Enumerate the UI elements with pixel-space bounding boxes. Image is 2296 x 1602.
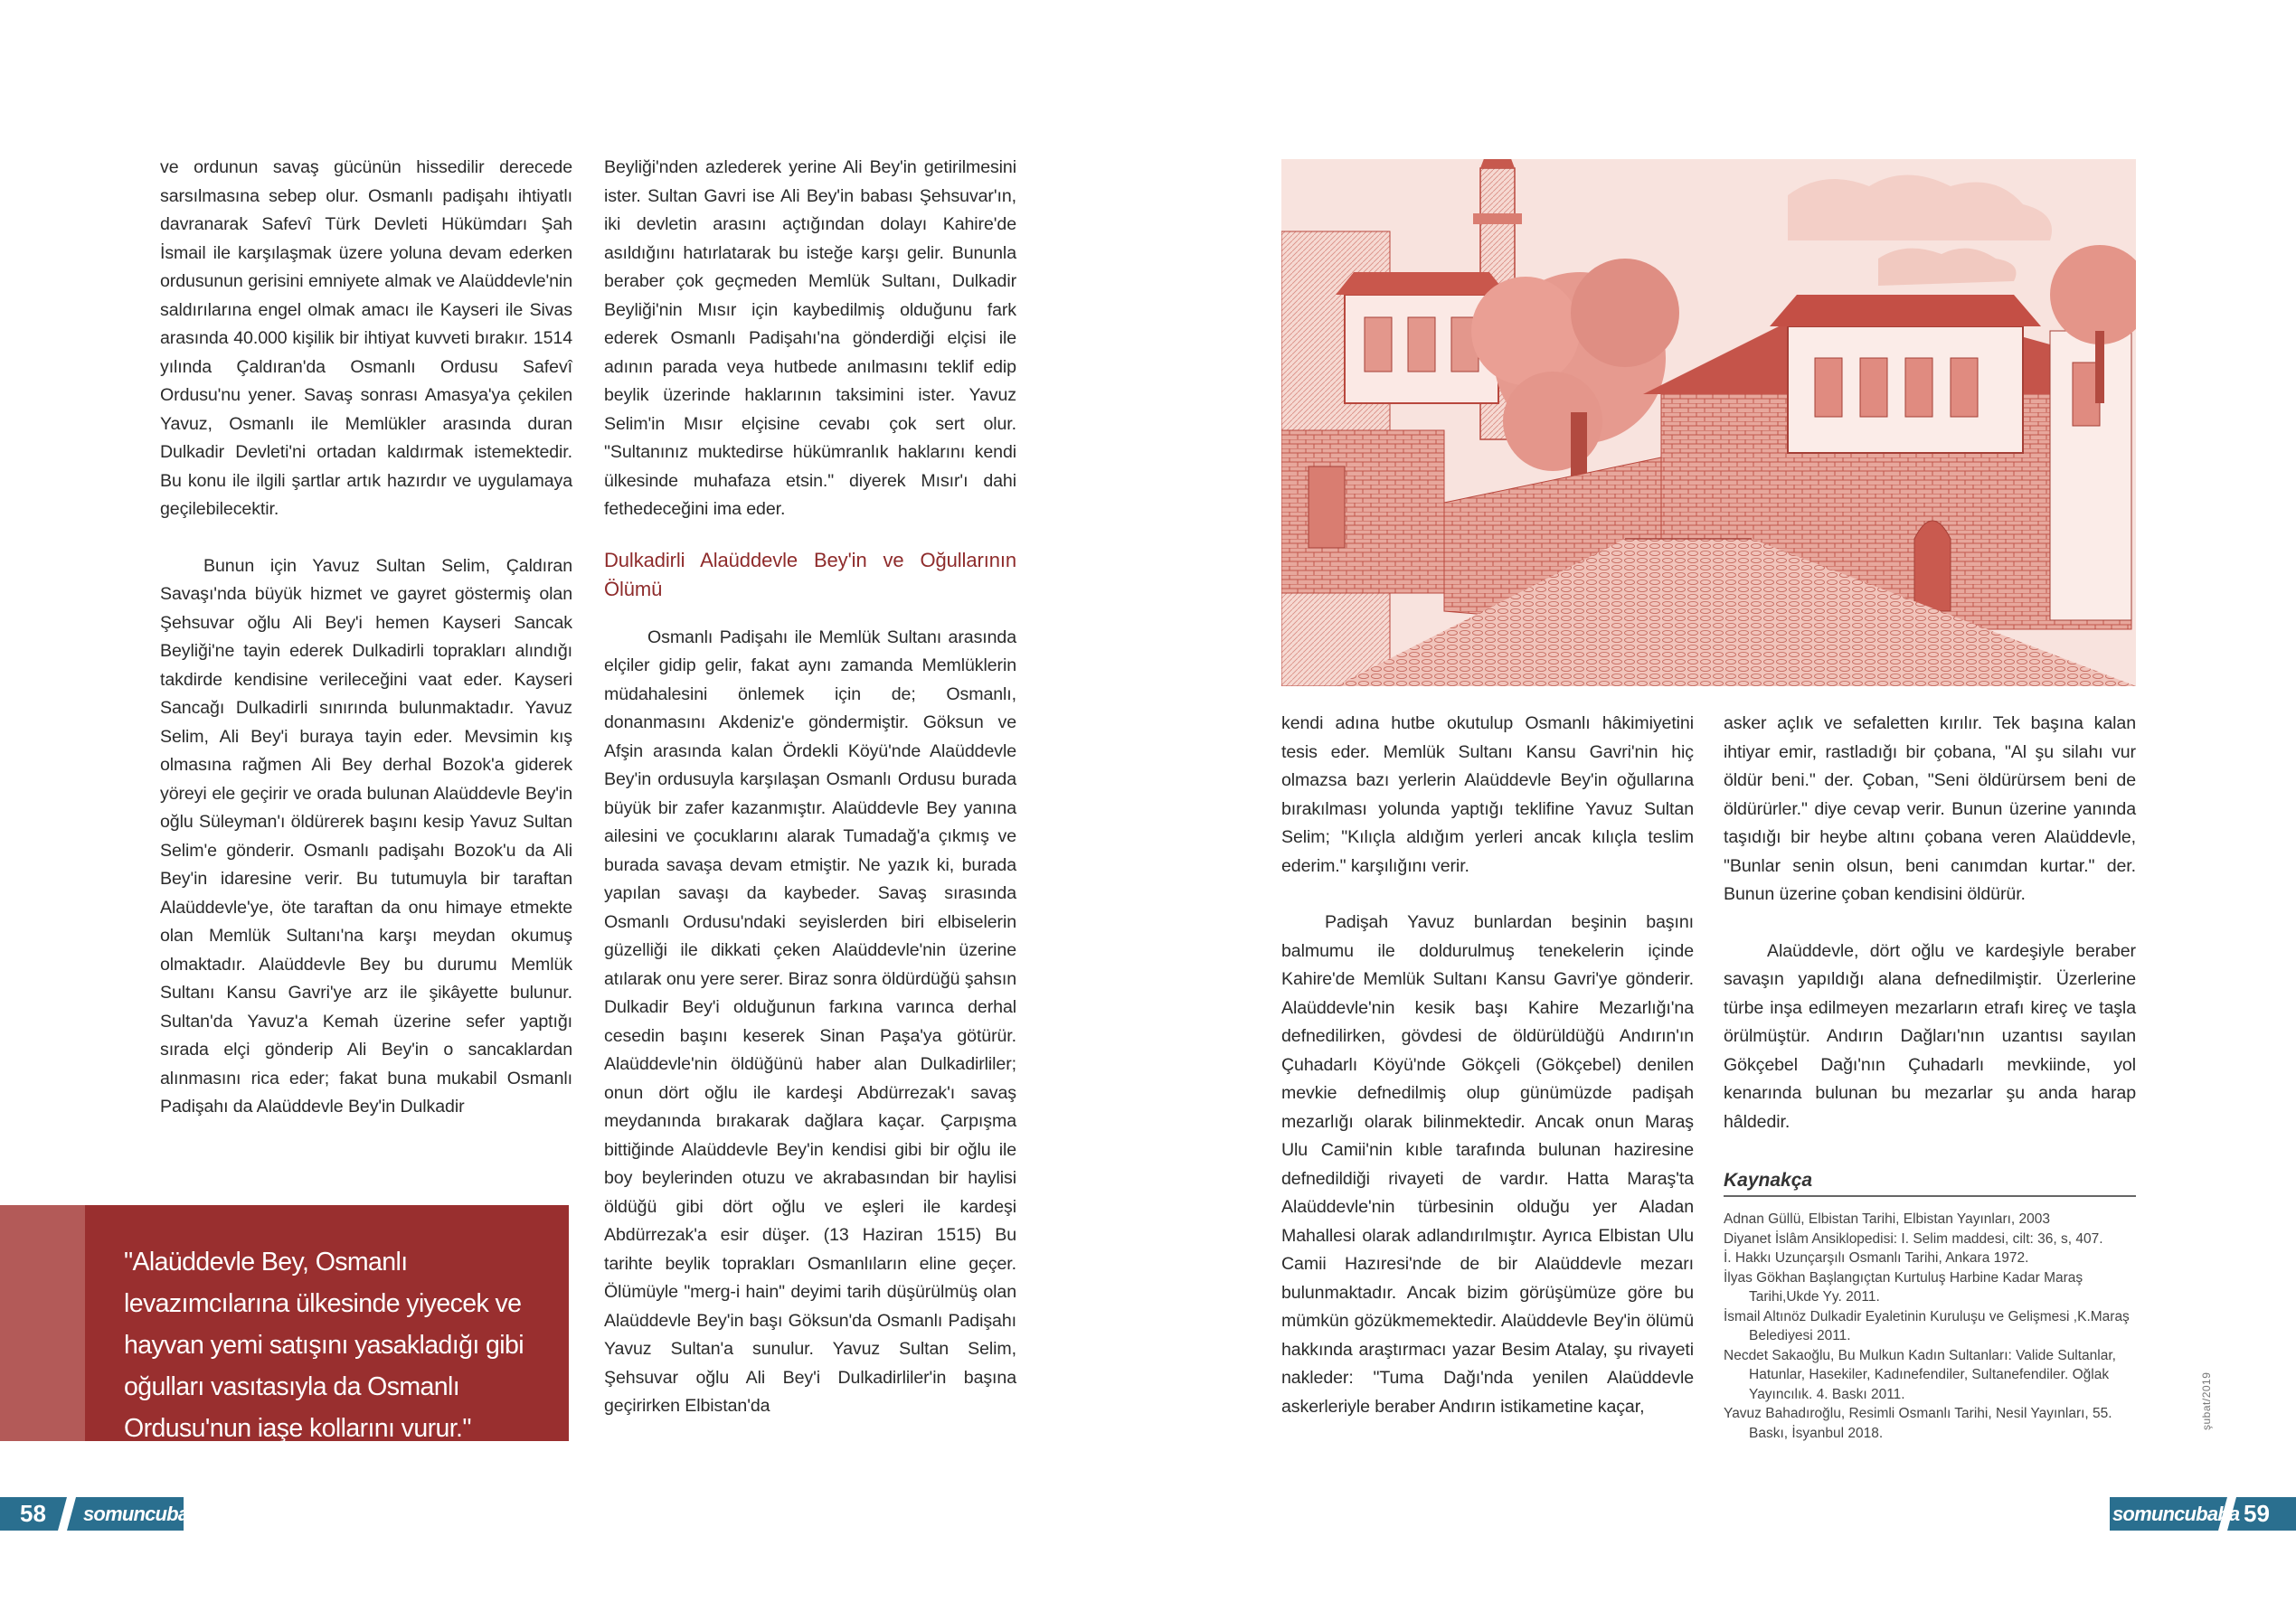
reference-item: İlyas Gökhan Başlangıçtan Kurtuluş Harbine Kadar Maraş Tarihi,Ukde Yy. 2011.: [1724, 1269, 2083, 1305]
street-illustration-icon: [1281, 159, 2136, 686]
left-column-2: [604, 154, 1016, 1421]
quote-strip: [0, 1205, 85, 1441]
quote-text: "Alaüddevle Bey, Osmanlı levazımcılarına ülkesinde yiyecek ve hayvan yemi satışını yasakladığı gibi oğulları vasıtasıyla da Osmanlı Ordusu'nun iaşe kollarını vurur.": [124, 1248, 524, 1443]
paragraph: Bunun için Yavuz Sultan Selim, Çaldıran Savaşı'nda büyük hizmet ve gayret göstermiş olan Şehsuvar oğlu Ali Bey'i hemen Kayseri Sancak Beyliği'ne tayin ederek Dulkadirli toprakları alındığı takdirde kendisine verileceğini vaat eder. Kayseri Sancağı Dulkadirli sınırında bulunmaktadır. Yavuz Selim, Ali Bey'i buraya tayin eder. Mevsimin kış olmasına rağmen Ali Bey derhal Bozok'a giderek yöreyi ele geçirir ve orada bulunan Alaüddevle Bey'in oğlu Süleyman'ı öldürerek başını kesip Yavuz Sultan Selim'e gönderir. Osmanlı padişahı Bozok'u da Ali Bey'in idaresine verir. Bu tutumuyla bir taraftan Alaüddevle'ye, öte taraftan da onu himaye etmekte olan Memlük Sultanı'na karşı meydan okumuş olmaktadır. Alaüddevle Bey bu durumu Memlük Sultanı Kansu Gavri'ye arz ile şikâyette bulunur. Sultan'da Yavuz'a Kemah üzerine sefer yaptığı sırada elçi gönderip Ali Bey'in o sancaklardan alınmasını rica eder; fakat buna mukabil Osmanlı Padişahı da Alaüddevle Bey'in Dulkadir: [160, 555, 572, 1117]
brand-logo: somuncubaba: [2112, 1503, 2240, 1525]
reference-item: Necdet Sakaoğlu, Bu Mulkun Kadın Sultanları: Valide Sultanlar, Hatunlar, Hasekiler, Kadınefendiler, Sultanefendiler. Oğlak Yayıncılık. 4. Baskı 2011.: [1724, 1347, 2116, 1402]
right-column-1: [1281, 710, 1694, 1421]
references-list: [1724, 1210, 2136, 1443]
reference-item: Adnan Güllü, Elbistan Tarihi, Elbistan Yayınları, 2003: [1724, 1211, 2051, 1227]
issue-date: şubat/2019: [2200, 1371, 2213, 1430]
reference-item: Yavuz Bahadıroğlu, Resimli Osmanlı Tarihi, Nesil Yayınları, 55. Baskı, İsyanbul 2018.: [1724, 1406, 2112, 1441]
section-heading: Dulkadirli Alaüddevle Bey'in ve Oğullarının Ölümü: [604, 548, 1016, 600]
paragraph: Padişah Yavuz bunlardan beşinin başını balmumu ile doldurulmuş tenekelerin içinde Kahire'de Memlük Sultanı Kansu Gavri'ye gönderir. Alaüddevle'nin kesik başı Kahire Mezarlığı'na defnedilirken, gövdesi de öldürüldüğü Andırın'ın Çuhadarlı Köyü'nde Gökçeli (Gökçebel) denilen mevkie defnedilmiş olup günümüzde padişah mezarlığı olarak bilinmektedir. Ancak onun Maraş Ulu Camii'nin kıble tarafında bulunan haziresine defnedildiği rivayeti de vardır. Hatta Maraş'ta Alaüddevle'nin türbesinin olduğu yer Aladan Mahallesi olarak adlandırılmıştır. Ayrıca Elbistan Ulu Camii Hazıresi'nde de bir Alaüddevle mezarı bulunmaktadır. Ancak bizim görüşümüze göre bu mümkün gözükmemektedir. Alaüddevle Bey'in ölümü hakkında araştırmacı yazar Besim Atalay, şu rivayeti nakleder: "Tuma Dağı'nda yenilen Alaüddevle askerleriyle beraber Andırın istikametine kaçar,: [1281, 912, 1694, 1417]
page-number: 59: [2244, 1500, 2270, 1527]
paragraph: Beyliği'nden azlederek yerine Ali Bey'in getirilmesini ister. Sultan Gavri ise Ali Bey'in babası Şehsuvar'ın, iki devletin arasını açtığından dolayı Kahire'de asıldığını hatırlatarak bu isteğe karşı gelir. Bununla beraber çok geçmeden Memlük Sultanı, Dulkadir Beyliği'nin Mısır için kaybedilmiş olduğunu fark ederek Osmanlı Padişahı'na gönderdiği elçisi ile adının parada veya hutbede anılmasını teklif edip beylik üzerinde haklarının taksimini ister. Yavuz Selim'in Mısır elçisine cevabı çok sert olur. "Sultanınız muktedirse hükümranlık haklarını kendi ülkesinde muhafaza etsin." diyerek Mısır'ı dahi fethedeceğini ima eder.: [604, 157, 1016, 519]
reference-item: Diyanet İslâm Ansiklopedisi: I. Selim maddesi, cilt: 36, s, 407.: [1724, 1230, 2103, 1247]
paragraph: ve ordunun savaş gücünün hissedilir derecede sarsılmasına sebep olur. Osmanlı padişahı ihtiyatlı davranarak Safevî Türk Devleti Hükümdarı Şah İsmail ile karşılaşmak üzere yoluna devam ederken ordusunun gerisini emniyete almak ve Alaüddevle'nin saldırılarına engel olmak amacı ile Kayseri ile Sivas arasında 40.000 kişilik bir ihtiyat kuvveti bırakır. 1514 yılında Çaldıran'da Osmanlı Ordusu Safevî Ordusu'nu yener. Savaş sonrası Amasya'ya çekilen Yavuz, Osmanlı ile Memlükler arasında duran Dulkadir Devleti'ni ortadan kaldırmak istemektedir. Bu konu ile ilgili şartlar artık hazırdır ve uygulamaya geçilebilecektir.: [160, 157, 572, 519]
page-number: 58: [20, 1500, 46, 1527]
brand-logo: somuncubaba: [83, 1503, 211, 1525]
reference-item: İsmail Altınöz Dulkadir Eyaletinin Kuruluşu ve Gelişmesi ,K.Maraş Belediyesi 2011.: [1724, 1308, 2130, 1343]
reference-item: İ. Hakkı Uzunçarşılı Osmanlı Tarihi, Ankara 1972.: [1724, 1250, 2029, 1266]
paragraph: kendi adına hutbe okutulup Osmanlı hâkimiyetini tesis eder. Memlük Sultanı Kansu Gavri'nin hiç olmazsa bazı yerlerin Alaüddevle Bey'in oğullarına bırakılması yolunda yaptığı teklifine Yavuz Sultan Selim; "Kılıçla aldığım yerleri ancak kılıçla teslim ederim." karşılığını verir.: [1281, 713, 1694, 876]
pull-quote: [0, 1205, 569, 1441]
right-column-2: [1724, 710, 2136, 1136]
paragraph: asker açlık ve sefaletten kırılır. Tek başına kalan ihtiyar emir, rastladığı bir çobana, "Al şu silahı vur öldür beni." der. Çoban, "Seni öldürürsem beni de öldürürler." diye cevap verir. Bunun üzerine yanında taşıdığı bir heybe altını çobana veren Alaüddevle, "Bunlar senin olsun, beni canımdan kurtar." der. Bunun üzerine çoban kendisini öldürür.: [1724, 713, 2136, 904]
left-column-1: [160, 154, 572, 1122]
references-title: Kaynakça: [1724, 1170, 2136, 1197]
paragraph: Alaüddevle, dört oğlu ve kardeşiyle beraber savaşın yapıldığı alana defnedilmiştir. Üzerlerine türbe inşa edilmeyen mezarların etrafı kireç ve taşla örülmüştür. Andırın Dağları'nın uzantısı sayılan Gökçebel Dağı'nın Çuhadarlı mevkiinde, yol kenarında bulunan bu mezarlar şu anda harap hâldedir.: [1724, 940, 2136, 1132]
footer-divider: [0, 1497, 2296, 1531]
footer-right: [0, 1497, 2296, 1531]
illustration-svg: [1281, 159, 2136, 686]
paragraph: Osmanlı Padişahı ile Memlük Sultanı arasında elçiler gidip gelir, fakat aynı zamanda Memlüklerin müdahalesini önlemek için de; Osmanlı, donanmasını Akdeniz'e göndermiştir. Göksun ve Afşin arasında kalan Ördekli Köyü'nde Alaüddevle Bey'in ordusuyla karşılaşan Osmanlı Ordusu burada büyük bir zafer kazanmıştır. Alaüddevle Bey yanına ailesini ve çocuklarını alarak Tumadağ'a çıkmış ve burada savaşa devam etmiştir. Ne yazık ki, burada yapılan savaşı da kaybeder. Savaş sırasında Osmanlı Ordusu'ndaki seyislerden biri elbiselerin güzelliği ile dikkati çeken Alaüddevle'nin üzerine atılarak onu yere serer. Biraz sonra öldürdüğü şahsın Dulkadir Bey'i olduğunun farkına varınca derhal cesedin başını keserek Sinan Paşa'ya götürür. Alaüddevle'nin öldüğünü haber alan Dulkadirliler; onun dört oğlu ile kardeşi Abdürrezak'ı savaş meydanında bırakarak dağlara kaçar. Çarpışma bittiğinde Alaüddevle Bey'in kendisi gibi bir oğlu ile boy beylerinden otuzu ve akrabasından bir haylisi öldüğü gibi dört oğlu ve eşleri ile kardeşi Abdürrezak'a esir düşer. (13 Haziran 1515) Bu tarihte beylik toprakları Osmanlıların eline geçer. Ölümüyle "merg-i hain" deyimi tarih düşürülmüş olan Alaüddevle Bey'in başı Göksun'da Osmanlı Padişahı Yavuz Sultan'a sunulur. Yavuz Sultan Selim, Şehsuvar oğlu Ali Bey'i Dulkadirliler'in başına geçirirken Elbistan'da: [604, 627, 1016, 1416]
